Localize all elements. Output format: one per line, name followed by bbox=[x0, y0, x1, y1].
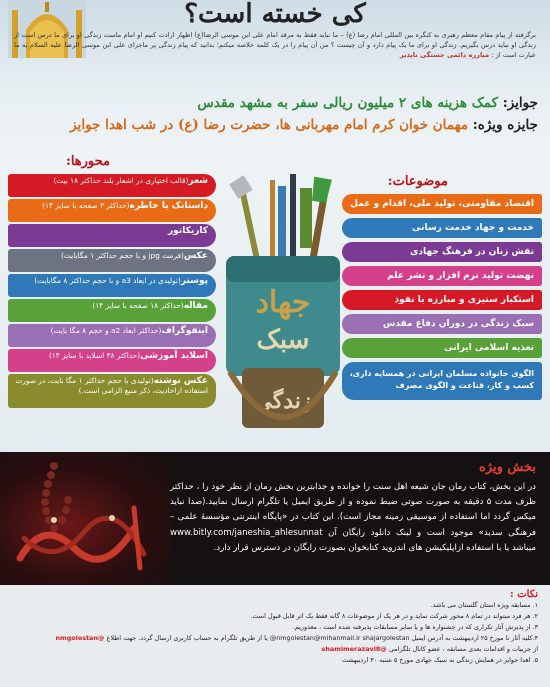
note-text: ۱. مسابقه ویژه استان گلستان می باشد. bbox=[430, 601, 538, 609]
axis-item bbox=[8, 249, 216, 272]
axis-item bbox=[8, 224, 216, 247]
topic-item: الگوی خانواده مسلمان ایرانی در همسایه داری، کسب و کار، قناعت و الگوی مصرف bbox=[342, 362, 542, 400]
note-contact[interactable]: @shamimerazavi8 bbox=[321, 645, 389, 653]
topic-item: اقتصاد مقاومتی، تولید ملی، اقدام و عمل bbox=[342, 194, 542, 214]
special-prize-value: مهمان خوان کرم امام مهربانی ها، حضرت رضا (ع) در شب اهدا جوایز bbox=[70, 117, 469, 133]
topic-item: نقش زنان در فرهنگ جهادی bbox=[342, 242, 542, 262]
intro-text bbox=[14, 30, 536, 60]
axis-item-desc: (حداکثر ۳ صفحه با سایز ۱۴) bbox=[42, 201, 130, 210]
page-title: کی خسته است؟ bbox=[184, 0, 366, 29]
main-prize-label: جوایز: bbox=[502, 95, 538, 111]
svg-text:زندگی: زندگی bbox=[254, 388, 312, 414]
prizes bbox=[12, 92, 538, 136]
intro-body: برگرفته از پیام مقام معظم رهبری به کنگره بین المللی امام رضا (ع) – ما نباید فقط به مرقد امام علی ابن موسی الرضا(ع) اظهار ارادت کنیم او امام ماست زندگی او برای ما درس است از زندگی او نباید درس بگیریم. زندگی او برای ما یک پیام دارد و آن چیست ؟ من آن پیام را در یک کلمه خلاصه میکنم؛ بدانید که پیام زندگی پر ماجرای علی ابن موسی الرضا علیه السلام به ما عبارت است از : bbox=[14, 31, 536, 59]
axis-item-key: عکس نوشته bbox=[153, 376, 208, 386]
topic-item: استکبار ستیزی و مبارزه با نفوذ bbox=[342, 290, 542, 310]
axis-item-desc: (تولیدی با حجم حداکثر ۱ مگا بایت، در صورت استفاده ازاحادیث، ذکر منبع الزامی است.) bbox=[15, 376, 208, 395]
axis-item-desc: (تولیدی در ابعاد a3 و با حجم حداکثر ۸ مگابایت) bbox=[34, 276, 181, 285]
axis-item-key: اسلاید آموزشی bbox=[140, 351, 208, 361]
axis-item-key: کاریکاتور bbox=[168, 226, 208, 236]
axis-item bbox=[8, 174, 216, 197]
note-text: از جزییات و اقدامات بعدی مسابقه ، عضو کانال تلگرامی bbox=[388, 645, 538, 653]
note-text: ۲. هر فرد میتواند در تمام ۸ محور شرکت نماید و در هر یک از موضوعات ۸ گانه فقط یک اثر قابل قبول است. bbox=[250, 612, 538, 620]
axis-item bbox=[8, 349, 216, 372]
topics-list bbox=[342, 194, 542, 404]
axis-item-desc: (حداکثر ۳۸ اسلاید با سایز ۱۴) bbox=[48, 351, 141, 360]
axis-item-desc: (قالب اختیاری در اشعار بلند حداکثر ۱۸ بیت) bbox=[53, 176, 189, 185]
axis-item-desc: (فرمت jpg و با حجم حداکثر ۱ مگابایت) bbox=[61, 251, 184, 260]
notes-section bbox=[0, 585, 550, 687]
svg-text:سبک: سبک bbox=[256, 325, 310, 355]
categories-section bbox=[0, 150, 550, 452]
note-item bbox=[12, 644, 538, 655]
notes-title: نکات : bbox=[510, 589, 538, 600]
topic-item: تغذیه اسلامی ایرانی bbox=[342, 338, 542, 358]
axes-list bbox=[8, 174, 216, 410]
topic-item: خدمت و جهاد خدمت رسانی bbox=[342, 218, 542, 238]
axis-item-key: اینفوگراف bbox=[161, 326, 208, 336]
axis-item bbox=[8, 299, 216, 322]
special-text: در این بخش، کتاب رمان جان شیعه اهل سنت را خوانده و جذابترین بخش رمان از نظر خود را ، حداکثر ظرف مدت ۵ دقیقه به صورت صوتی ضبط نموده و از طریق ایمیل یا تلگرام ارسال نمایید.(صدا نباید میکس گردد اما استفاده از موسیقی زمینه مجاز است). این کتاب در «پایگاه اینترنتی مؤسسهٔ علمی – فرهنگی سدید» موجود است و لینک دانلود رایگان آن www.bitly.com/janeshia_ahlesunnat میباشد یا با استفاده ازاپلیکیشن های اندروید کتابخوان بصورت رایگان در دسترس قرار دارد. bbox=[170, 482, 536, 553]
topics-title: موضوعات: bbox=[387, 174, 448, 189]
note-text: ۵. اهدا جوایز در همایش زندگی به سبک جهادی مورخ ۵ شنبه ۳۰ اردیبهشت bbox=[341, 656, 538, 664]
note-item bbox=[12, 600, 538, 611]
svg-text:جهاد: جهاد bbox=[255, 285, 311, 320]
special-title: بخش ویژه bbox=[479, 460, 536, 475]
header-section bbox=[0, 0, 550, 150]
note-text: ۳. از پذیرش آثار تکراری که در جشنواره ها و یا سایر مسابقات پذیرفته شده است ، معذوریم. bbox=[292, 623, 538, 631]
intro-quote: مبارزه دائمی خستگی ناپذیر bbox=[399, 51, 490, 59]
axis-item-key: شعر bbox=[188, 176, 208, 186]
note-item bbox=[12, 622, 538, 633]
notes-list bbox=[12, 600, 538, 666]
note-contact[interactable]: @nmgolestan bbox=[55, 634, 107, 642]
axis-item-key: عکس bbox=[183, 251, 208, 261]
axes-title: محورها: bbox=[66, 154, 110, 169]
jihad-logo-icon bbox=[216, 172, 350, 452]
main-prize-value: کمک هزینه های ۲ میلیون ریالی سفر به مشهد مقدس bbox=[197, 95, 499, 111]
topic-item: نهضت تولید نرم افزار و نشر علم bbox=[342, 266, 542, 286]
note-text: ۴.کلیه آثار تا مورخ ۲۵ اردیبهشت به آدرس ایمیل nmgolestan@mihanmail.ir shajargolestan@ یا از طریق تلگرام به حساب کاربری ارسال گردد. جهت اطلاع bbox=[106, 634, 538, 642]
note-item bbox=[12, 611, 538, 622]
special-prize-label: جایزه ویژه: bbox=[472, 117, 538, 133]
special-section bbox=[0, 452, 550, 585]
note-item bbox=[12, 655, 538, 666]
axis-item-desc: (حداکثر ۱۸ صفحه با سایز ۱۴) bbox=[92, 301, 184, 310]
axis-item-key: داستانک یا خاطره bbox=[129, 201, 208, 211]
main-prize bbox=[12, 92, 538, 114]
axis-item bbox=[8, 199, 216, 222]
special-prize bbox=[12, 114, 538, 136]
axis-item bbox=[8, 324, 216, 347]
axis-item-desc: (حداکثر ابعاد a2 و حجم ۸ مگا بایت) bbox=[50, 326, 162, 335]
axis-item bbox=[8, 374, 216, 408]
topic-item: سبک زندگی در دوران دفاع مقدس bbox=[342, 314, 542, 334]
axis-item-key: مقاله bbox=[183, 301, 208, 311]
book-title-calligraphy-icon bbox=[14, 498, 154, 578]
axis-item-key: پوستر bbox=[180, 276, 208, 286]
note-item bbox=[12, 633, 538, 644]
axis-item bbox=[8, 274, 216, 297]
